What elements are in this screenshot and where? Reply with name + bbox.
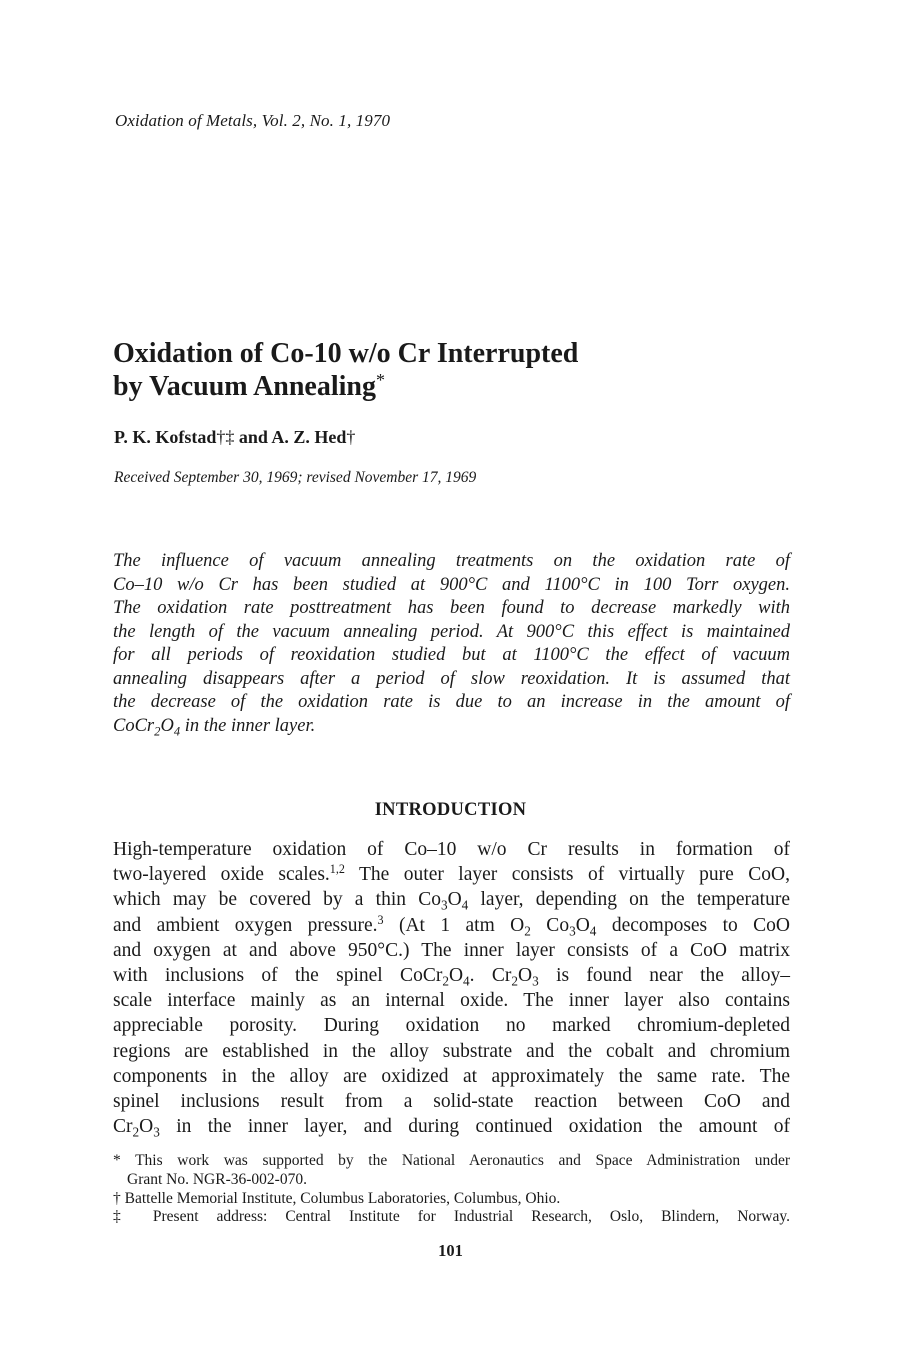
- author-1-marks: †‡: [216, 427, 235, 447]
- abstract: [113, 550, 790, 738]
- body-text: . Cr: [469, 964, 512, 986]
- body-text: O: [448, 964, 464, 986]
- subscript: 3: [532, 973, 539, 989]
- citation-ref: 3: [377, 912, 384, 927]
- footnotes: [113, 1152, 790, 1227]
- body-text: O: [575, 914, 590, 936]
- abstract-line: The oxidation rate posttreatment has been found to decrease markedly with: [113, 598, 790, 618]
- title-line-2: [113, 370, 793, 403]
- title-line-1: Oxidation of Co-10 w/o Cr Interrupted: [113, 338, 579, 369]
- abstract-line: The influence of vacuum annealing treatments on the oxidation rate of: [113, 551, 790, 571]
- journal-header: Oxidation of Metals, Vol. 2, No. 1, 1970: [115, 111, 391, 130]
- subscript: 4: [173, 723, 181, 738]
- author-1: P. K. Kofstad: [114, 427, 217, 447]
- footnote-line: † Battelle Memorial Institute, Columbus Laboratories, Columbus, Ohio.: [113, 1189, 561, 1207]
- body-text: The outer layer consists of virtually pure CoO,: [344, 864, 790, 886]
- body-text: is found near the alloy–: [538, 964, 791, 986]
- body-line: [113, 913, 790, 938]
- footnote-present-address: [113, 1208, 790, 1227]
- subscript: 4: [589, 923, 597, 939]
- subscript: 4: [461, 898, 469, 914]
- body-line: [113, 887, 790, 912]
- section-heading-introduction: INTRODUCTION: [374, 800, 527, 820]
- body-text: in the inner layer, and during continued oxidation the amount of: [159, 1116, 790, 1138]
- abstract-line: the length of the vacuum annealing period. At 900°C this effect is maintained: [113, 621, 790, 642]
- body-line: [113, 963, 790, 988]
- body-line: regions are established in the alloy substrate and the cobalt and chromium: [113, 1040, 790, 1062]
- abstract-text: in the inner layer.: [180, 715, 316, 736]
- body-text: two-layered oxide scales.: [113, 864, 330, 886]
- body-text: and ambient oxygen pressure.: [113, 914, 378, 936]
- author-2: A. Z. Hed: [271, 427, 347, 447]
- subscript: 2: [132, 1124, 140, 1140]
- body-line: spinel inclusions result from a solid-state reaction between CoO and: [113, 1090, 790, 1112]
- introduction-body: [113, 837, 790, 1139]
- body-line: [113, 1114, 790, 1139]
- body-line: [113, 862, 790, 887]
- body-text: O: [139, 1116, 154, 1138]
- abstract-line: the decrease of the oxidation rate is due to an increase in the amount of: [113, 692, 790, 712]
- body-text: with inclusions of the spinel CoCr: [113, 964, 443, 986]
- body-text: O: [447, 889, 462, 911]
- body-line: components in the alloy are oxidized at approximately the same rate. The: [113, 1065, 790, 1087]
- body-line: High-temperature oxidation of Co–10 w/o Cr results in formation of: [113, 839, 790, 860]
- body-text: O: [518, 964, 533, 986]
- abstract-formula: O: [160, 715, 174, 736]
- abstract-formula: CoCr: [113, 715, 155, 736]
- abstract-line: annealing disappears after a period of slow reoxidation. It is assumed that: [113, 668, 790, 689]
- subscript: 2: [524, 923, 531, 939]
- title-footnote-mark: *: [376, 370, 385, 390]
- body-line: and oxygen at and above 950°C.) The inner layer consists of a CoO matrix: [113, 939, 790, 961]
- abstract-line: Co–10 w/o Cr has been studied at 900°C and 1100°C in 100 Torr oxygen.: [113, 574, 790, 595]
- page-number: 101: [438, 1241, 463, 1260]
- body-text: Co: [530, 914, 570, 936]
- subscript: 2: [154, 723, 161, 738]
- body-line: appreciable porosity. During oxidation no marked chromium-depleted: [113, 1015, 790, 1037]
- subscript: 3: [153, 1124, 160, 1140]
- author-2-marks: †: [346, 427, 356, 447]
- subscript: 3: [569, 923, 576, 939]
- received-dates: Received September 30, 1969; revised November 17, 1969: [114, 469, 477, 486]
- footnote-line: * This work was supported by the National Aeronautics and Space Administration under: [113, 1152, 790, 1169]
- subscript: 2: [511, 973, 519, 989]
- body-text: decomposes to CoO: [596, 914, 790, 936]
- body-text: which may be covered by a thin Co: [113, 889, 441, 911]
- footnote-affiliation-battelle: [113, 1190, 790, 1209]
- footnote-line: ‡ Present address: Central Institute for Industrial Research, Oslo, Blindern, Norway.: [113, 1208, 790, 1226]
- body-text: layer, depending on the temperature: [468, 889, 790, 911]
- abstract-line: for all periods of reoxidation studied but at 1100°C the effect of vacuum: [113, 645, 790, 665]
- footnote-line: Grant No. NGR-36-002-070.: [127, 1170, 307, 1188]
- article-title: [113, 337, 793, 403]
- author-conjunction: and: [234, 427, 272, 447]
- subscript: 4: [463, 973, 470, 989]
- citation-ref: 1,2: [329, 861, 345, 876]
- abstract-line: [113, 715, 790, 739]
- body-text: (At 1 atm O: [383, 914, 525, 936]
- title-line-2-text: by Vacuum Annealing: [113, 371, 376, 402]
- subscript: 2: [442, 973, 449, 989]
- subscript: 3: [440, 898, 448, 914]
- footnote-funding: [113, 1152, 790, 1190]
- body-text: Cr: [113, 1116, 133, 1138]
- author-line: [114, 427, 355, 448]
- body-line: scale interface mainly as an internal oxide. The inner layer also contains: [113, 990, 790, 1012]
